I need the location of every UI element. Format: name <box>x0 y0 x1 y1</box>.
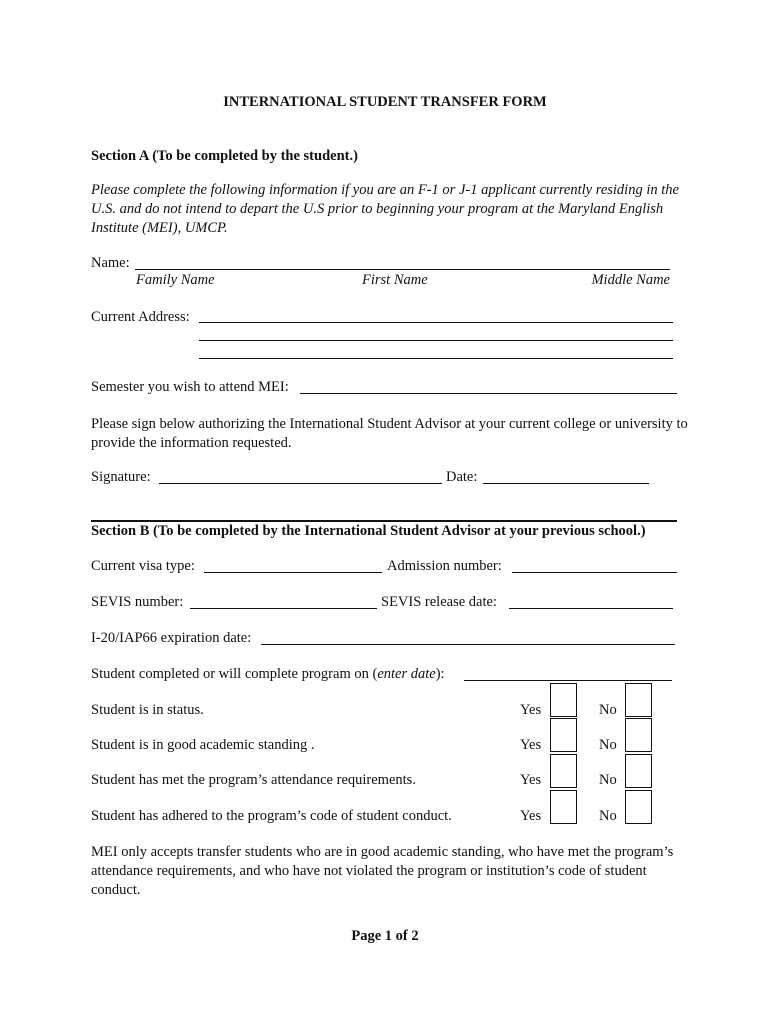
section-b-heading: Section B (To be completed by the International Student Advisor at your previous school.) <box>91 523 646 539</box>
question-conduct: Student has adhered to the program’s code of student conduct. <box>91 808 452 824</box>
address-line-2[interactable] <box>199 340 673 341</box>
middle-name-label: Middle Name <box>591 272 670 288</box>
policy-text: MEI only accepts transfer students who are in good academic standing, who have met the program’s attendance requirements, and who have not violated the program or institution’s code of student conduct. <box>91 844 674 898</box>
completion-label-pre: Student completed or will complete program on ( <box>91 666 378 682</box>
question-attendance: Student has met the program’s attendance requirements. <box>91 772 416 788</box>
no-label: No <box>599 737 617 753</box>
no-checkbox-attendance[interactable] <box>625 754 652 788</box>
completion-label <box>91 666 445 683</box>
admission-number-field[interactable] <box>512 572 677 573</box>
sevis-release-field[interactable] <box>509 608 673 609</box>
visa-type-field[interactable] <box>204 572 382 573</box>
yes-label: Yes <box>520 772 542 788</box>
admission-number-label: Admission number: <box>387 558 502 574</box>
sevis-number-label: SEVIS number: <box>91 594 184 610</box>
completion-label-italic: enter date <box>377 666 436 682</box>
signature-label: Signature: <box>91 469 151 485</box>
sevis-number-field[interactable] <box>190 608 377 609</box>
section-a-heading: Section A (To be completed by the student.) <box>91 148 358 164</box>
address-line-1[interactable] <box>199 322 673 323</box>
yes-checkbox-in-status[interactable] <box>550 683 577 717</box>
address-label: Current Address: <box>91 309 190 325</box>
no-label: No <box>599 808 617 824</box>
semester-field[interactable] <box>300 393 677 394</box>
first-name-label: First Name <box>362 272 428 288</box>
section-a-instructions: Please complete the following information if you are an F-1 or J-1 applicant currently residing in the U.S. and do not intend to depart the U.S prior to beginning your program at the Maryland English Institute (MEI), UMCP. <box>91 182 679 236</box>
form-title: INTERNATIONAL STUDENT TRANSFER FORM <box>223 94 547 110</box>
no-checkbox-academic-standing[interactable] <box>625 718 652 752</box>
name-label: Name: <box>91 255 130 271</box>
yes-checkbox-attendance[interactable] <box>550 754 577 788</box>
no-label: No <box>599 702 617 718</box>
question-in-status: Student is in status. <box>91 702 204 718</box>
yes-checkbox-conduct[interactable] <box>550 790 577 824</box>
semester-label: Semester you wish to attend MEI: <box>91 379 289 395</box>
sevis-release-label: SEVIS release date: <box>381 594 497 610</box>
yes-checkbox-academic-standing[interactable] <box>550 718 577 752</box>
signature-field[interactable] <box>159 483 442 484</box>
expiration-label: I-20/IAP66 expiration date: <box>91 630 252 646</box>
authorization-text: Please sign below authorizing the International Student Advisor at your current college or university to provide the information requested. <box>91 416 688 451</box>
date-label: Date: <box>446 469 478 485</box>
section-divider <box>91 520 677 522</box>
date-field[interactable] <box>483 483 649 484</box>
family-name-label: Family Name <box>136 272 215 288</box>
address-line-3[interactable] <box>199 358 673 359</box>
visa-type-label: Current visa type: <box>91 558 195 574</box>
yes-label: Yes <box>520 737 542 753</box>
yes-label: Yes <box>520 702 542 718</box>
name-field[interactable] <box>135 269 670 270</box>
no-label: No <box>599 772 617 788</box>
completion-label-post: ): <box>435 666 445 682</box>
no-checkbox-in-status[interactable] <box>625 683 652 717</box>
question-academic-standing: Student is in good academic standing . <box>91 737 315 753</box>
page-number: Page 1 of 2 <box>351 928 419 944</box>
expiration-field[interactable] <box>261 644 675 645</box>
completion-date-field[interactable] <box>464 680 672 681</box>
yes-label: Yes <box>520 808 542 824</box>
no-checkbox-conduct[interactable] <box>625 790 652 824</box>
